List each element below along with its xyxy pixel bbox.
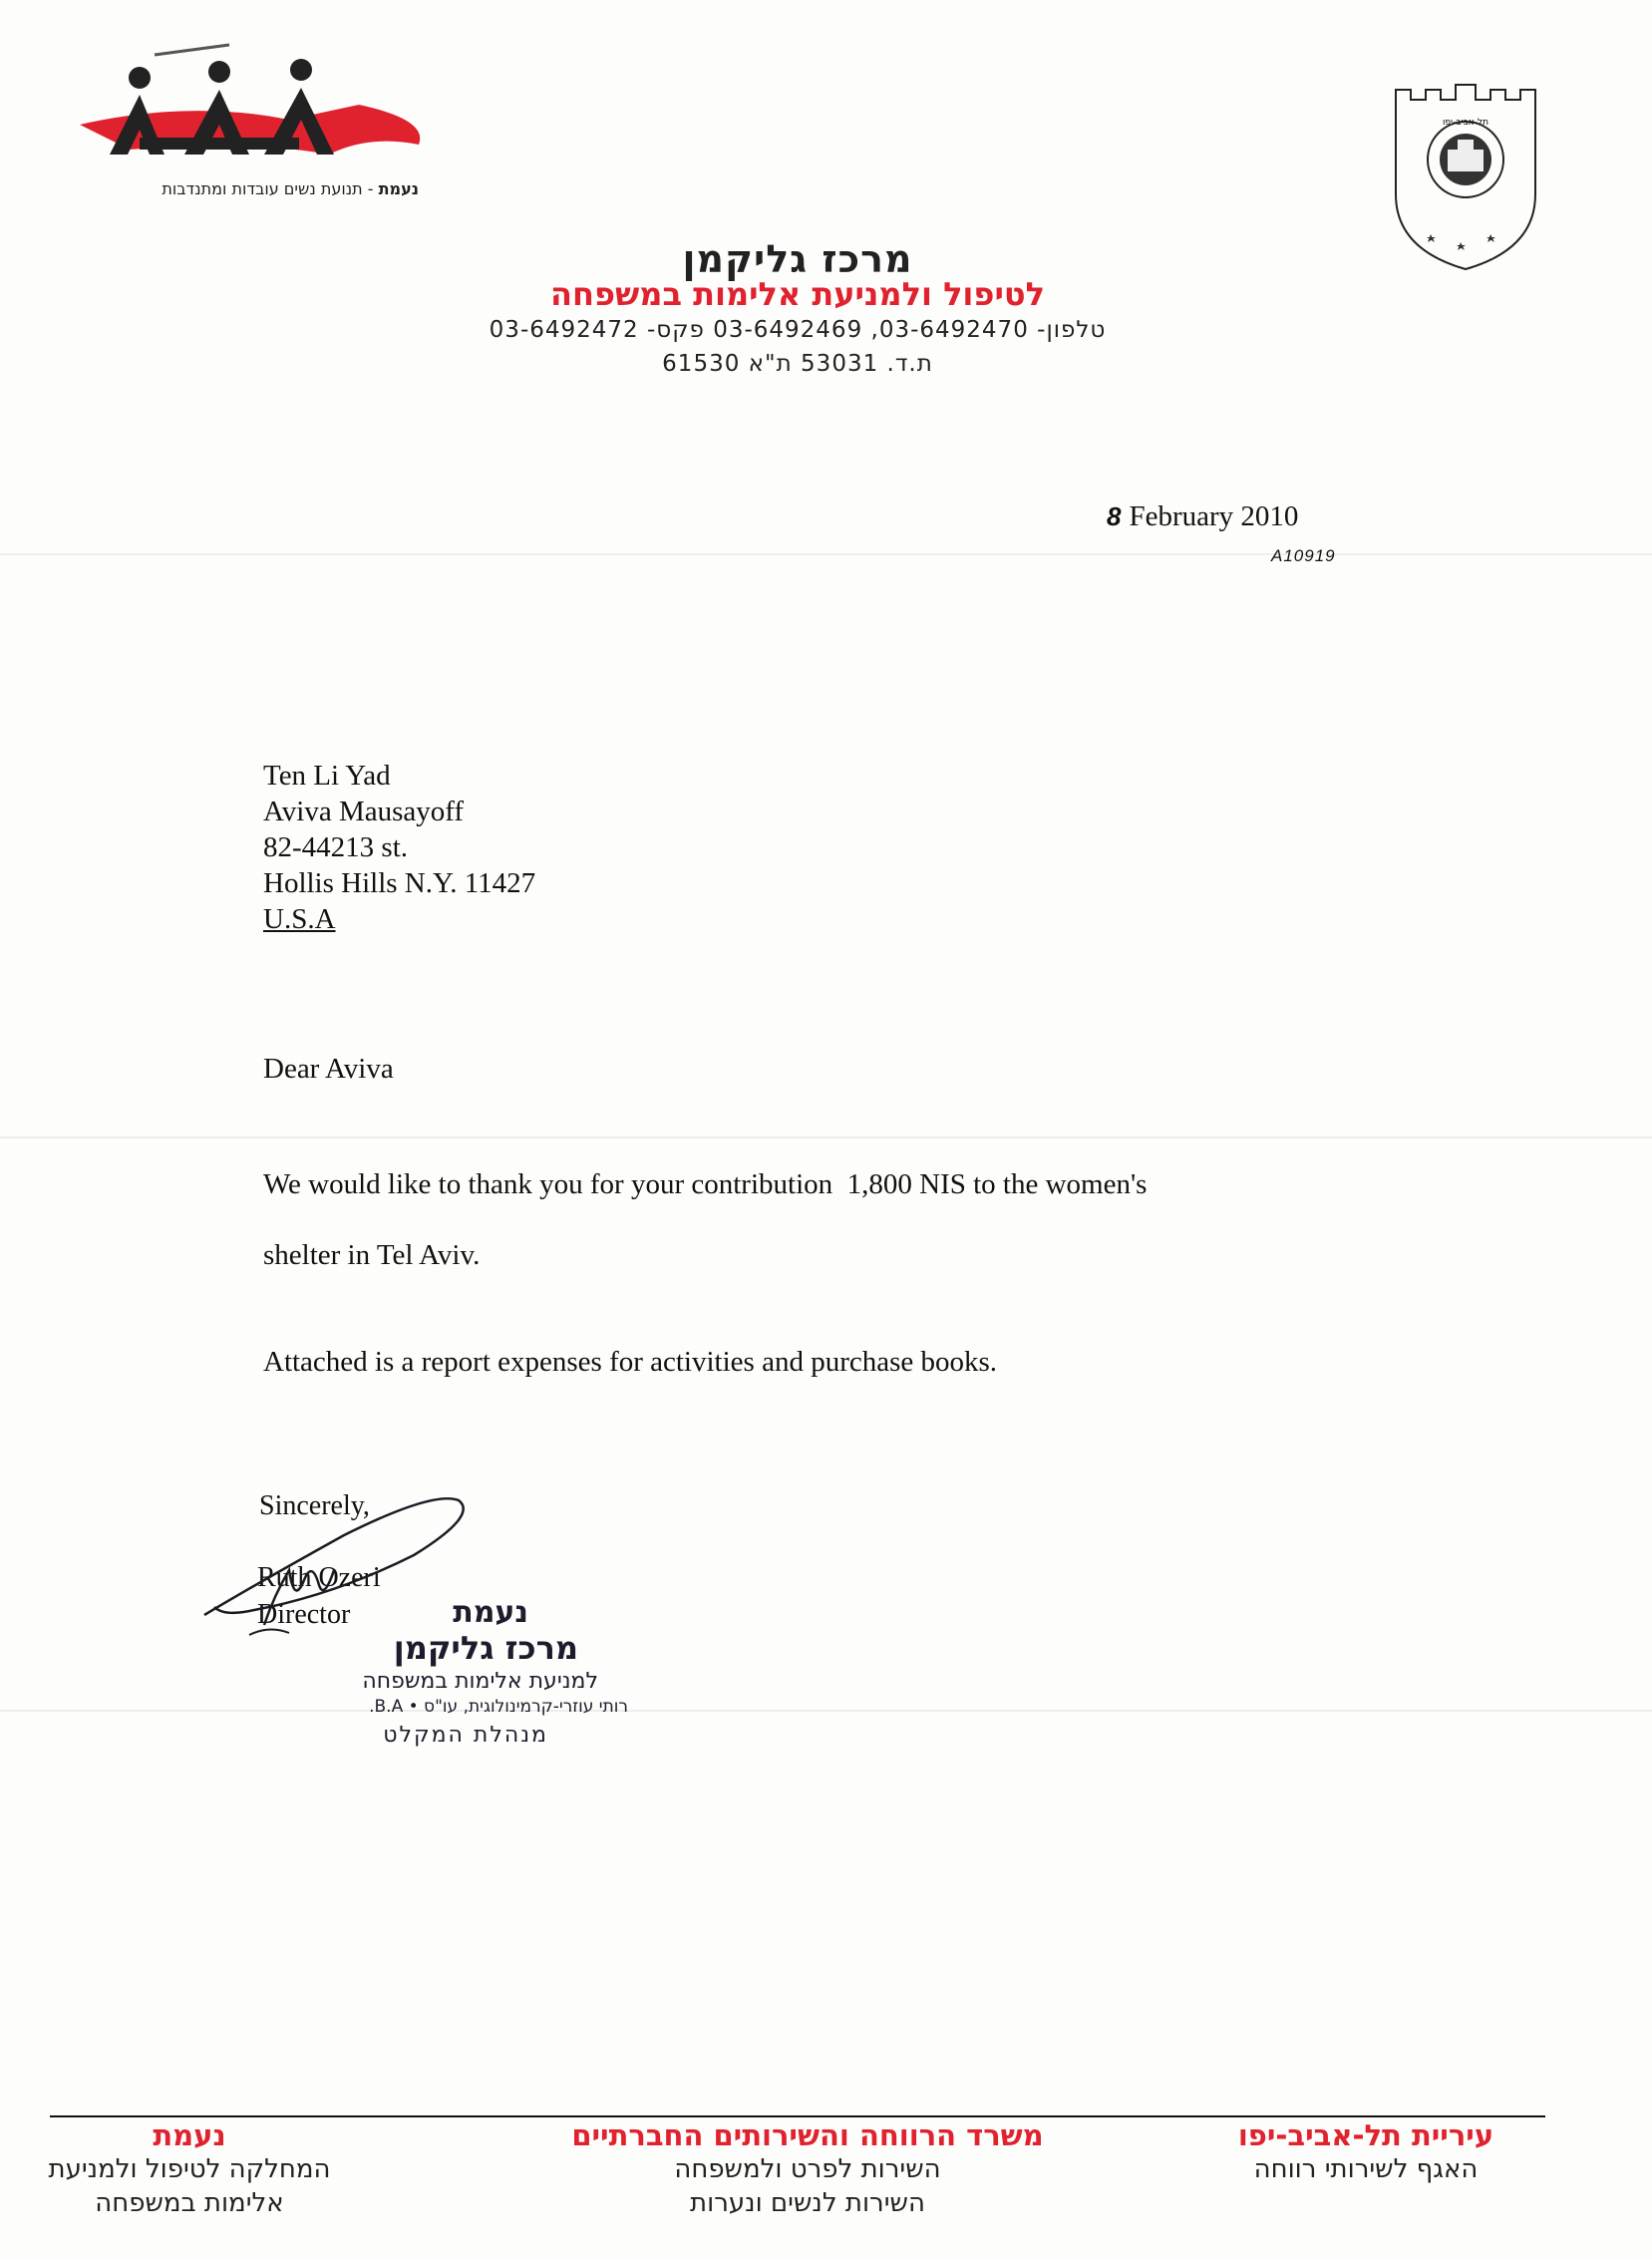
stamp-line: רותי עוזרי-קרמינולוגית, עו"ס • B.A. (369, 1697, 628, 1717)
po-box: ת.ד. 53031 ת"א 61530 (662, 351, 933, 377)
contact-phones: טלפון- 03-6492470, 03-6492469 פקס- 03-6492472 (489, 317, 1107, 343)
salutation: Dear Aviva (263, 1053, 394, 1085)
address-line: 82-44213 st. (263, 831, 408, 863)
logo-tagline: נעמת - תנועת נשים עובדות ומתנדבות (162, 179, 419, 198)
footer-divider (50, 2115, 1545, 2117)
crest-text: תל-אביב-יפו (1442, 118, 1489, 128)
center-subtitle: לטיפול ולמניעת אלימות במשפחה (550, 275, 1045, 313)
footer-ministry: משרד הרווחה והשירותים החברתיים השירות לפרט ולמשפחה השירות לנשים ונערות (571, 2118, 1044, 2218)
stamp-line: נעמת (453, 1595, 528, 1630)
recipient-address (263, 758, 535, 937)
footer-naamat: נעמת המחלקה לטיפול ולמניעת אלימות במשפחה (48, 2118, 331, 2218)
letter-date: 8 February 2010 (1107, 500, 1299, 532)
address-country: U.S.A (263, 903, 336, 935)
stamp-line: למניעת אלימות במשפחה (362, 1669, 598, 1694)
address-line: Hollis Hills N.Y. 11427 (263, 867, 536, 899)
tel-aviv-crest (1386, 75, 1545, 274)
handwritten-signature (194, 1475, 484, 1645)
signer-title: Director (257, 1599, 351, 1630)
stamp-line: מנהלת המקלט (383, 1723, 548, 1748)
body-paragraph-1-cont: shelter in Tel Aviv. (263, 1239, 481, 1271)
footer-municipality: עיריית תל-אביב-יפו האגף לשירותי רווחה (1237, 2118, 1494, 2184)
body-paragraph-1: We would like to thank you for your contribution 1,800 NIS to the women's (263, 1168, 1148, 1200)
reference-number: A10919 (1271, 546, 1336, 565)
address-line: Ten Li Yad (263, 760, 391, 792)
address-line: Aviva Mausayoff (263, 796, 465, 827)
naamat-logo (70, 40, 429, 179)
body-paragraph-2: Attached is a report expenses for activities and purchase books. (263, 1346, 998, 1378)
signer-name: Ruth Ozeri (257, 1562, 381, 1593)
center-name: מרכז גליקמן (682, 237, 913, 281)
closing: Sincerely, (259, 1490, 370, 1521)
stamp-line: מרכז גליקמן (393, 1629, 578, 1667)
